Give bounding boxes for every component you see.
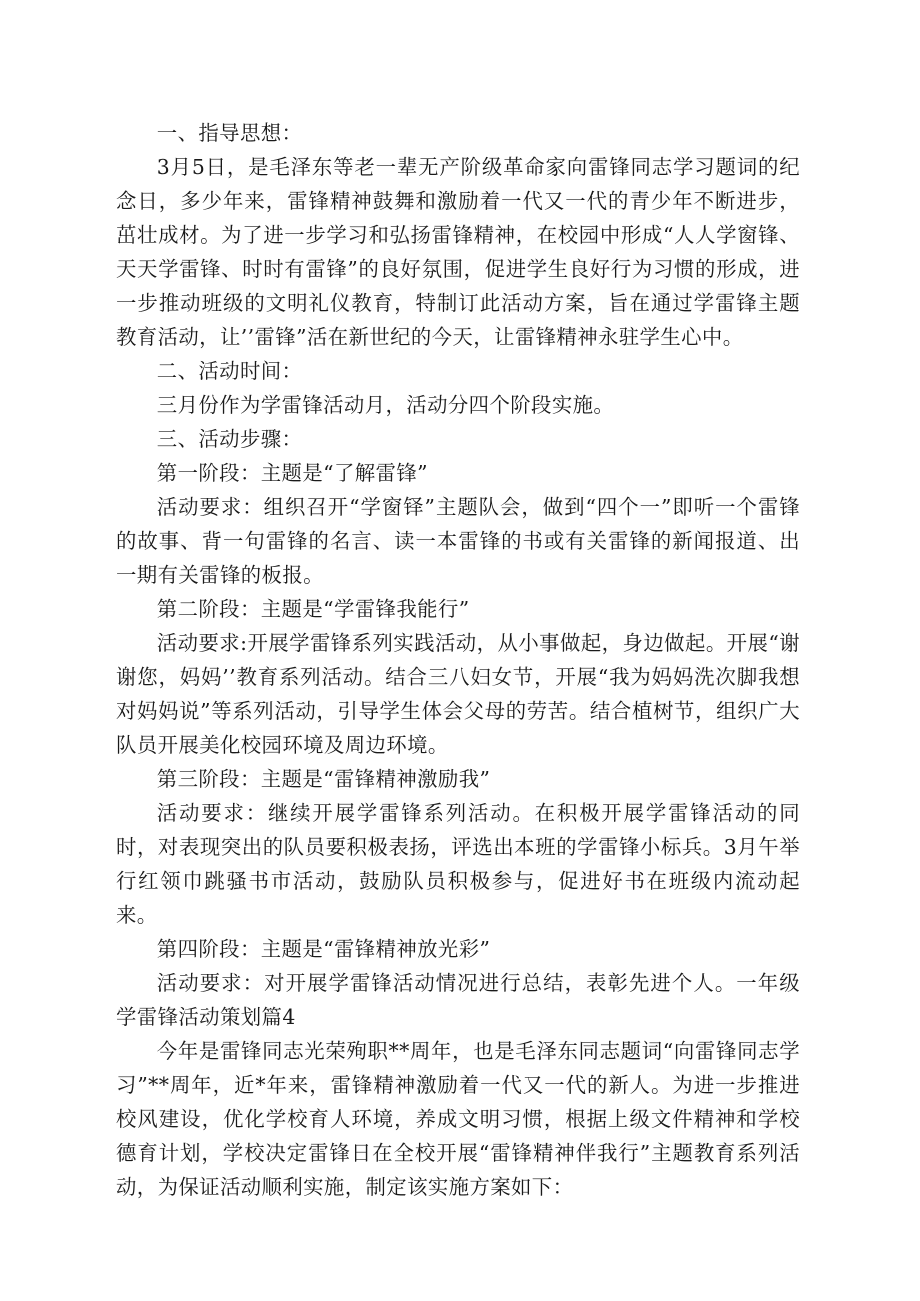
paragraph-activity-time: 三月份作为学雷锋活动月，活动分四个阶段实施。: [156, 393, 615, 417]
paragraph-guiding-ideology: 3月5日，是毛泽东等老一辈无产阶级革命家向雷锋同志学习题词的纪念日，多少年来，雷锋精神鼓舞和激励着一代又一代的青少年不断进步，茁壮成材。为了进一步学习和弘扬雷锋精神，在校园中形成“人人学窗锋、天天学雷锋、时时有雷锋”的良好氛围，促进学生良好行为习惯的形成，进一步推动班级的文明礼仪教育，特制订此活动方案，旨在通过学雷锋主题教育活动，让’’雷锋”活在新世纪的今天，让雷锋精神永驻学生心中。: [116, 155, 800, 349]
section-heading-activity-steps: 三、活动步骤：: [156, 427, 303, 451]
stage-three-requirements: 活动要求：继续开展学雷锋系列活动。在积极开展学雷锋活动的同时，对表现突出的队员要积极表扬，评选出本班的学雷锋小标兵。3月午举行红领巾跳骚书市活动，鼓励队员积极参与，促进好书在班级内流动起来。: [116, 801, 800, 927]
stage-four-requirements: 活动要求：对开展学雷锋活动情况进行总结，表彰先进个人。一年级学雷锋活动策划篇4: [116, 971, 800, 1029]
stage-two-title: 第二阶段：主题是“学雷锋我能行”: [156, 597, 470, 621]
document-body: [116, 116, 800, 1204]
paragraph-plan-four-intro: 今年是雷锋同志光荣殉职**周年，也是毛泽东同志题词“向雷锋同志学习”**周年，近*年来，雷锋精神激励着一代又一代的新人。为进一步推进校风建设，优化学校育人环境，养成文明习惯，根据上级文件精神和学校德育计划，学校决定雷锋日在全校开展“雷锋精神伴我行”主题教育系列活动，为保证活动顺利实施，制定该实施方案如下：: [116, 1039, 800, 1199]
section-heading-guiding-ideology: 一、指导思想：: [156, 121, 303, 145]
stage-two-requirements: 活动要求:开展学雷锋系列实践活动，从小事做起，身边做起。开展“谢谢您，妈妈’’教育系列活动。结合三八妇女节，开展“我为妈妈洗次脚我想对妈妈说”等系列活动，引导学生体会父母的劳苦。结合植树节，组织广大队员开展美化校园环境及周边环境。: [116, 631, 800, 757]
stage-one-title: 第一阶段：主题是“了解雷锋”: [156, 461, 428, 485]
stage-four-title: 第四阶段：主题是“雷锋精神放光彩”: [156, 937, 491, 961]
section-heading-activity-time: 二、活动时间：: [156, 359, 303, 383]
stage-three-title: 第三阶段：主题是“雷锋精神激励我”: [156, 767, 491, 791]
stage-one-requirements: 活动要求：组织召开“学窗铎”主题队会，做到“四个一”即听一个雷锋的故事、背一句雷锋的名言、读一本雷锋的书或有关雷锋的新闻报道、出一期有关雷锋的板报。: [116, 495, 800, 587]
